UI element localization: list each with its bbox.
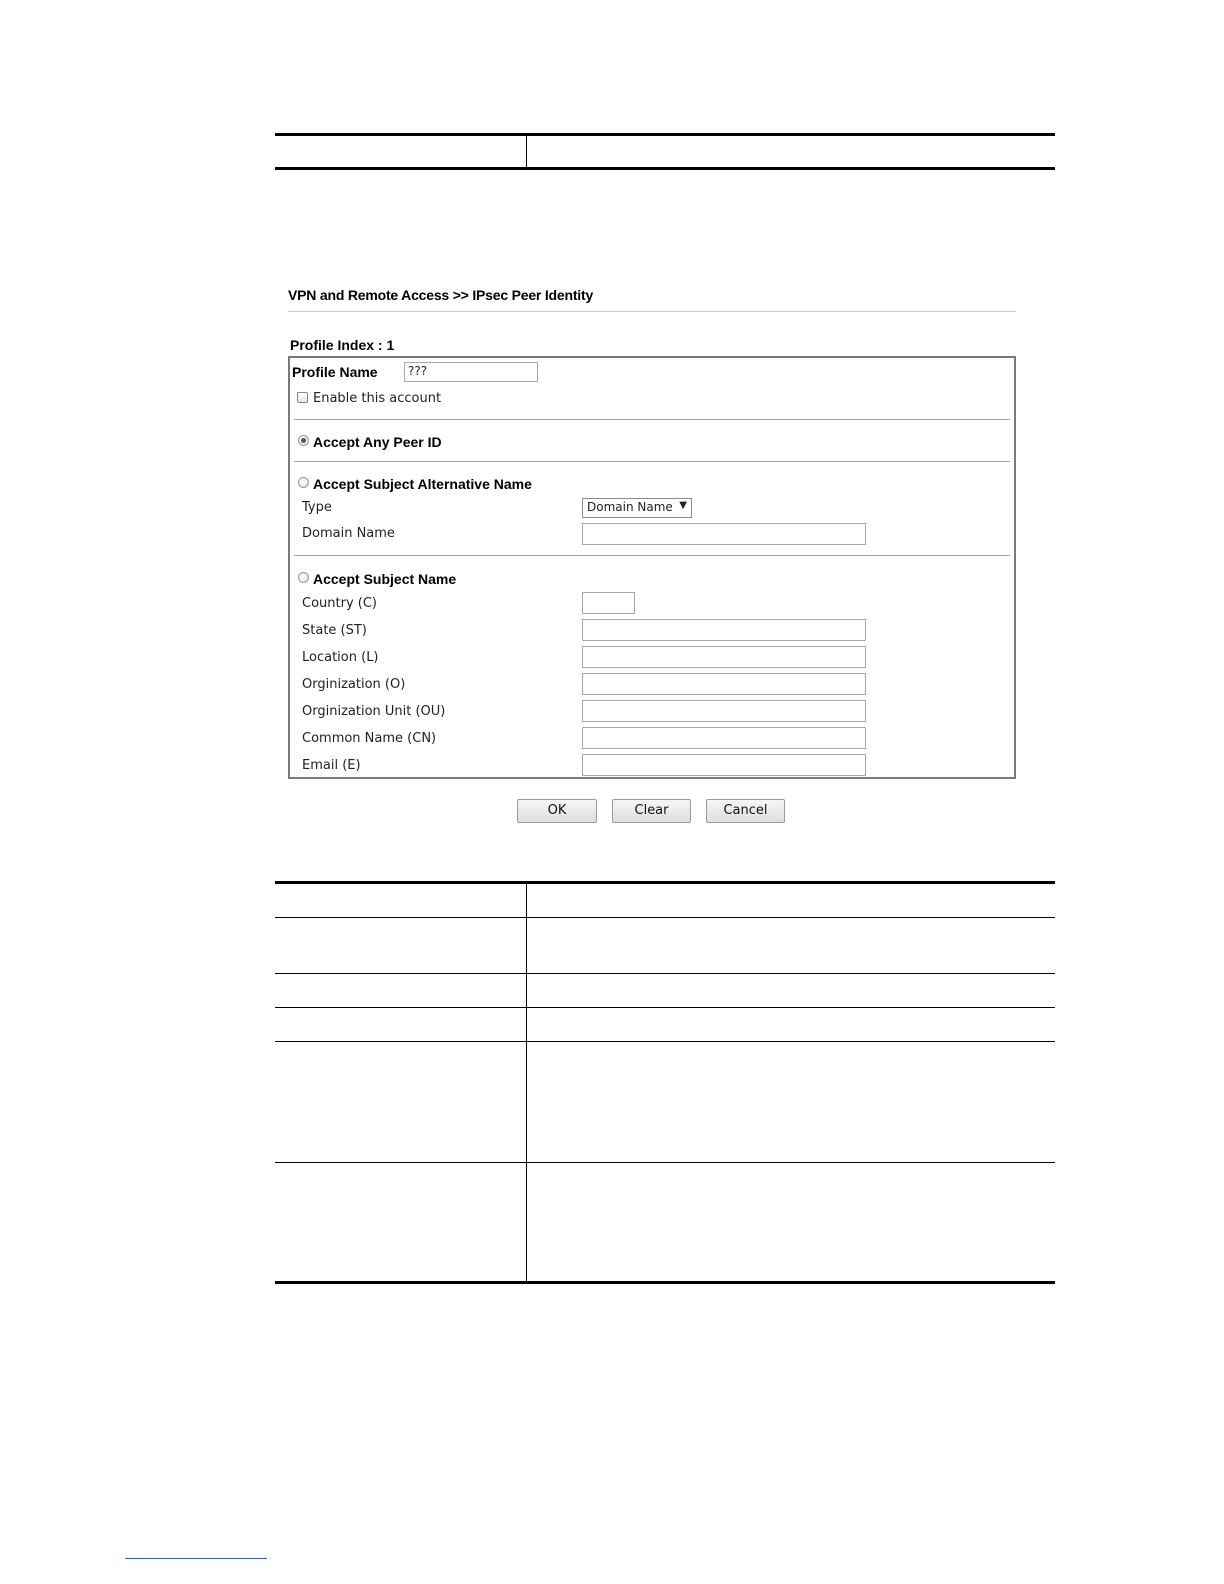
- page-title: VPN and Remote Access >> IPsec Peer Identity: [288, 287, 594, 303]
- domain-name-label: Domain Name: [302, 526, 395, 541]
- accept-subject-alt-label: Accept Subject Alternative Name: [313, 476, 532, 492]
- common-name-label: Common Name (CN): [302, 731, 437, 746]
- ok-button[interactable]: OK: [517, 799, 597, 823]
- title-divider: [288, 311, 1016, 312]
- table-divider: [526, 136, 527, 167]
- accept-subject-name-label: Accept Subject Name: [313, 571, 457, 587]
- location-label: Location (L): [302, 650, 379, 665]
- clear-button[interactable]: Clear: [612, 799, 691, 823]
- table-row-divider: [275, 1007, 1055, 1008]
- domain-name-input[interactable]: [582, 523, 866, 545]
- state-label: State (ST): [302, 623, 367, 638]
- email-label: Email (E): [302, 758, 361, 773]
- table-row-divider: [275, 1041, 1055, 1042]
- table-row-divider: [275, 973, 1055, 974]
- type-select-value: Domain Name: [587, 500, 673, 514]
- accept-any-peer-radio[interactable]: [298, 435, 309, 446]
- profile-name-label: Profile Name: [292, 364, 378, 380]
- table-row-divider: [275, 917, 1055, 918]
- footer-link-underline: [125, 1558, 267, 1559]
- type-select[interactable]: [582, 498, 692, 518]
- section-divider: [294, 461, 1010, 462]
- enable-account-label: Enable this account: [313, 391, 442, 406]
- location-input[interactable]: [582, 646, 866, 668]
- description-table: [275, 881, 1055, 1284]
- state-input[interactable]: [582, 619, 866, 641]
- table-row-divider: [275, 1162, 1055, 1163]
- email-input[interactable]: [582, 754, 866, 776]
- profile-index: Profile Index : 1: [290, 337, 395, 353]
- organization-unit-label: Orginization Unit (OU): [302, 704, 446, 719]
- accept-subject-alt-radio[interactable]: [298, 477, 309, 488]
- country-label: Country (C): [302, 596, 377, 611]
- section-divider: [294, 419, 1010, 420]
- table-divider: [526, 884, 527, 1281]
- chevron-down-icon: ▼: [679, 500, 687, 511]
- enable-account-checkbox[interactable]: [297, 392, 308, 403]
- accept-subject-name-radio[interactable]: [298, 572, 309, 583]
- top-table: [275, 133, 1055, 170]
- type-label: Type: [302, 500, 332, 515]
- organization-unit-input[interactable]: [582, 700, 866, 722]
- common-name-input[interactable]: [582, 727, 866, 749]
- peer-identity-panel: [288, 356, 1016, 779]
- profile-name-input[interactable]: ???: [404, 362, 538, 382]
- accept-any-peer-label: Accept Any Peer ID: [313, 434, 442, 450]
- section-divider: [294, 555, 1010, 556]
- organization-input[interactable]: [582, 673, 866, 695]
- cancel-button[interactable]: Cancel: [706, 799, 785, 823]
- organization-label: Orginization (O): [302, 677, 406, 692]
- country-input[interactable]: [582, 592, 635, 614]
